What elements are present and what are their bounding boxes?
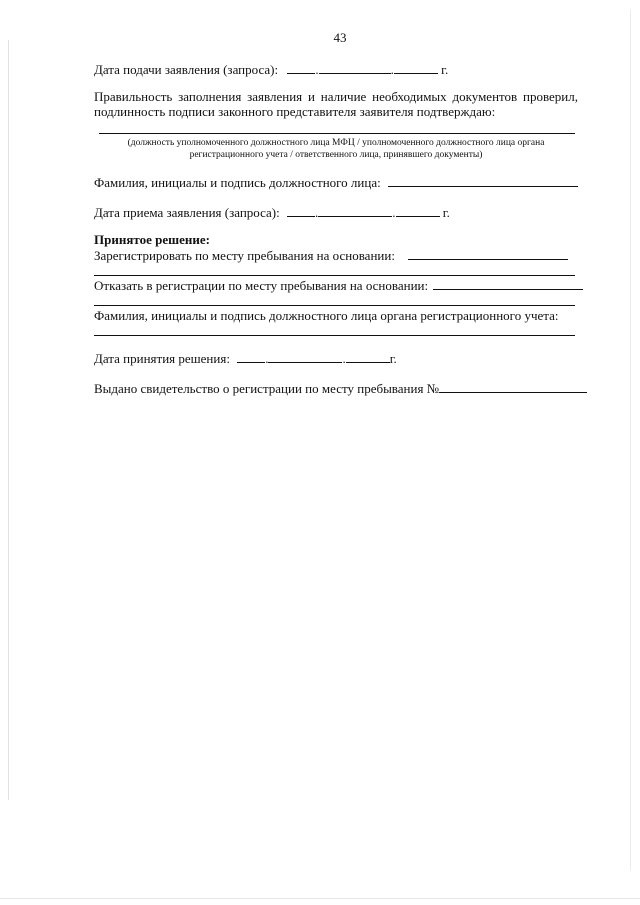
submission-day-field[interactable] — [287, 61, 315, 74]
refuse-basis-field[interactable] — [433, 277, 583, 290]
decision-year-field[interactable] — [346, 350, 390, 363]
submission-date-row — [94, 61, 448, 78]
submission-month-field[interactable] — [319, 61, 391, 74]
verification-line-1: Правильность заполнения заявления и наличие необходимых документов проверил, — [94, 89, 578, 104]
decision-heading: Принятое решение: — [94, 232, 210, 247]
submission-date-label: Дата подачи заявления (запроса): — [94, 62, 279, 77]
certificate-number-field[interactable] — [439, 380, 587, 393]
submission-year-suffix: г. — [441, 62, 449, 77]
authority-signature-label: Фамилия, инициалы и подпись должностного лица органа регистрационного учета: — [94, 308, 559, 323]
register-row — [94, 247, 568, 264]
decision-date-label: Дата принятия решения: — [94, 351, 230, 366]
scan-edge-right — [630, 10, 631, 870]
official-position-field[interactable] — [99, 133, 575, 134]
acceptance-date-sep1: . — [315, 205, 319, 220]
scan-edge-left — [8, 40, 9, 800]
decision-month-field[interactable] — [268, 350, 342, 363]
scan-edge-bottom — [0, 898, 640, 899]
certificate-label: Выдано свидетельство о регистрации по месту пребывания № — [94, 381, 440, 396]
verification-line-2: подлинность подписи законного представителя заявителя подтверждаю: — [94, 104, 496, 119]
official-signature-label: Фамилия, инициалы и подпись должностного лица: — [94, 175, 381, 190]
refuse-label: Отказать в регистрации по месту пребывания на основании: — [94, 278, 429, 293]
decision-day-field[interactable] — [237, 350, 265, 363]
acceptance-year-suffix: г. — [442, 205, 450, 220]
acceptance-date-label: Дата приема заявления (запроса): — [94, 205, 280, 220]
submission-date-sep1: . — [315, 62, 319, 77]
submission-year-field[interactable] — [394, 61, 438, 74]
official-signature-field[interactable] — [388, 174, 578, 187]
register-basis-field[interactable] — [408, 247, 568, 260]
official-position-caption-2: регистрационного учета / ответственного лица, принявшего документы) — [189, 150, 483, 160]
acceptance-date-sep2: . — [392, 205, 396, 220]
refuse-basis-field-line-2[interactable] — [94, 305, 575, 306]
official-position-caption-1: (должность уполномоченного должностного лица МФЦ / уполномоченного должностного лица органа — [127, 138, 545, 148]
acceptance-month-field[interactable] — [318, 204, 392, 217]
decision-date-sep1: . — [265, 351, 269, 366]
certificate-row — [94, 380, 587, 397]
authority-signature-field[interactable] — [94, 335, 575, 336]
authority-signature-row — [94, 308, 558, 324]
acceptance-day-field[interactable] — [287, 204, 315, 217]
acceptance-date-row — [94, 204, 450, 221]
page-number: 43 — [333, 30, 347, 45]
decision-year-suffix: г. — [389, 351, 397, 366]
official-signature-row — [94, 174, 578, 191]
register-label: Зарегистрировать по месту пребывания на основании: — [94, 248, 395, 263]
decision-date-row — [94, 350, 397, 367]
decision-date-sep2: . — [342, 351, 346, 366]
submission-date-sep2: . — [390, 62, 394, 77]
register-basis-field-line-2[interactable] — [94, 275, 575, 276]
refuse-row — [94, 277, 583, 294]
acceptance-year-field[interactable] — [396, 204, 440, 217]
